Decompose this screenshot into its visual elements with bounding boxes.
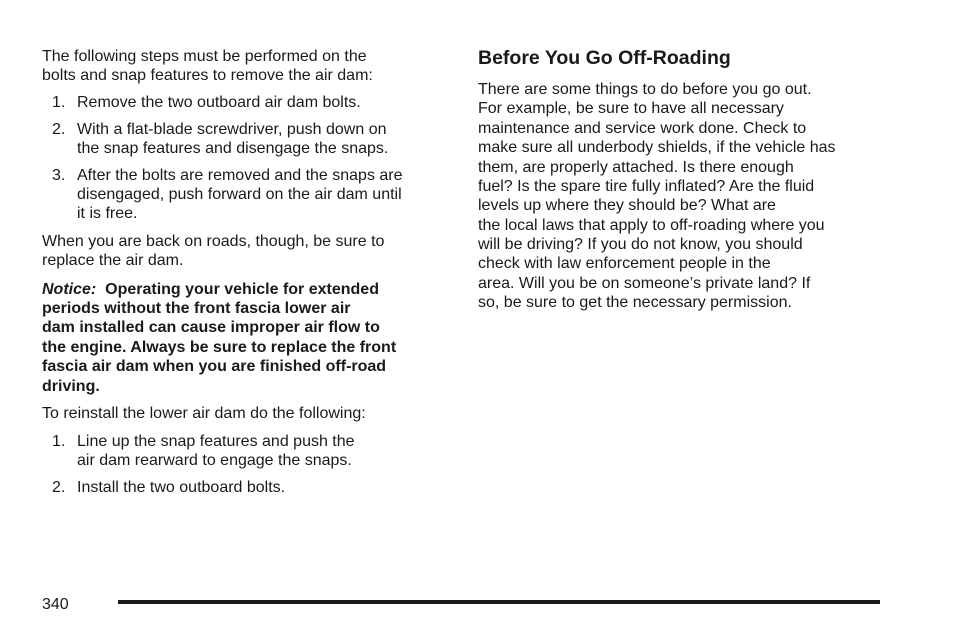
body-line: levels up where they should be? What are — [478, 197, 776, 214]
body-line: For example, be sure to have all necessary — [478, 100, 784, 117]
body-line: check with law enforcement people in the — [478, 255, 771, 272]
body-line: area. Will you be on someone’s private land? If — [478, 275, 811, 292]
step-number: 2. — [52, 479, 66, 496]
step-text: Install the two outboard bolts. — [77, 479, 286, 496]
notice-text: the engine. Always be sure to replace the front — [42, 339, 397, 356]
step-number: 3. — [52, 167, 66, 184]
step-number: 2. — [52, 121, 66, 138]
step-number: 1. — [52, 94, 66, 111]
notice-text: driving. — [42, 378, 100, 395]
notice-text: fascia air dam when you are finished off-road — [42, 358, 387, 375]
body-line: them, are properly attached. Is there enough — [478, 159, 794, 176]
body-line: There are some things to do before you go out. — [478, 81, 812, 98]
page-number: 340 — [42, 596, 69, 613]
notice-text: periods without the front fascia lower air — [42, 300, 351, 317]
back-on-road-line-2: replace the air dam. — [42, 252, 184, 269]
back-on-road-line-1: When you are back on roads, though, be sure to — [42, 233, 385, 250]
step-text: With a flat-blade screwdriver, push down on — [77, 121, 387, 138]
notice-label: Notice: — [42, 281, 97, 298]
body-line: the local laws that apply to off-roading where you — [478, 217, 825, 234]
step-text: air dam rearward to engage the snaps. — [77, 452, 352, 469]
step-text: Remove the two outboard air dam bolts. — [77, 94, 361, 111]
footer-divider — [118, 600, 880, 604]
notice-text: dam installed can cause improper air flow to — [42, 319, 380, 336]
body-line: will be driving? If you do not know, you should — [478, 236, 803, 253]
section-heading: Before You Go Off-Roading — [478, 47, 731, 69]
step-text: the snap features and disengage the snaps. — [77, 140, 389, 157]
step-text: disengaged, push forward on the air dam until — [77, 186, 402, 203]
step-text: Line up the snap features and push the — [77, 433, 355, 450]
body-line: so, be sure to get the necessary permission. — [478, 294, 792, 311]
body-line: fuel? Is the spare tire fully inflated? Are the fluid — [478, 178, 815, 195]
step-number: 1. — [52, 433, 66, 450]
intro-line-1: The following steps must be performed on the — [42, 48, 367, 65]
notice-text: Operating your vehicle for extended — [105, 281, 379, 298]
body-line: make sure all underbody shields, if the vehicle has — [478, 139, 836, 156]
intro-line-2: bolts and snap features to remove the air dam: — [42, 67, 373, 84]
reinstall-intro: To reinstall the lower air dam do the following: — [42, 405, 366, 422]
body-line: maintenance and service work done. Check to — [478, 120, 807, 137]
step-text: it is free. — [77, 205, 138, 222]
step-text: After the bolts are removed and the snaps are — [77, 167, 403, 184]
